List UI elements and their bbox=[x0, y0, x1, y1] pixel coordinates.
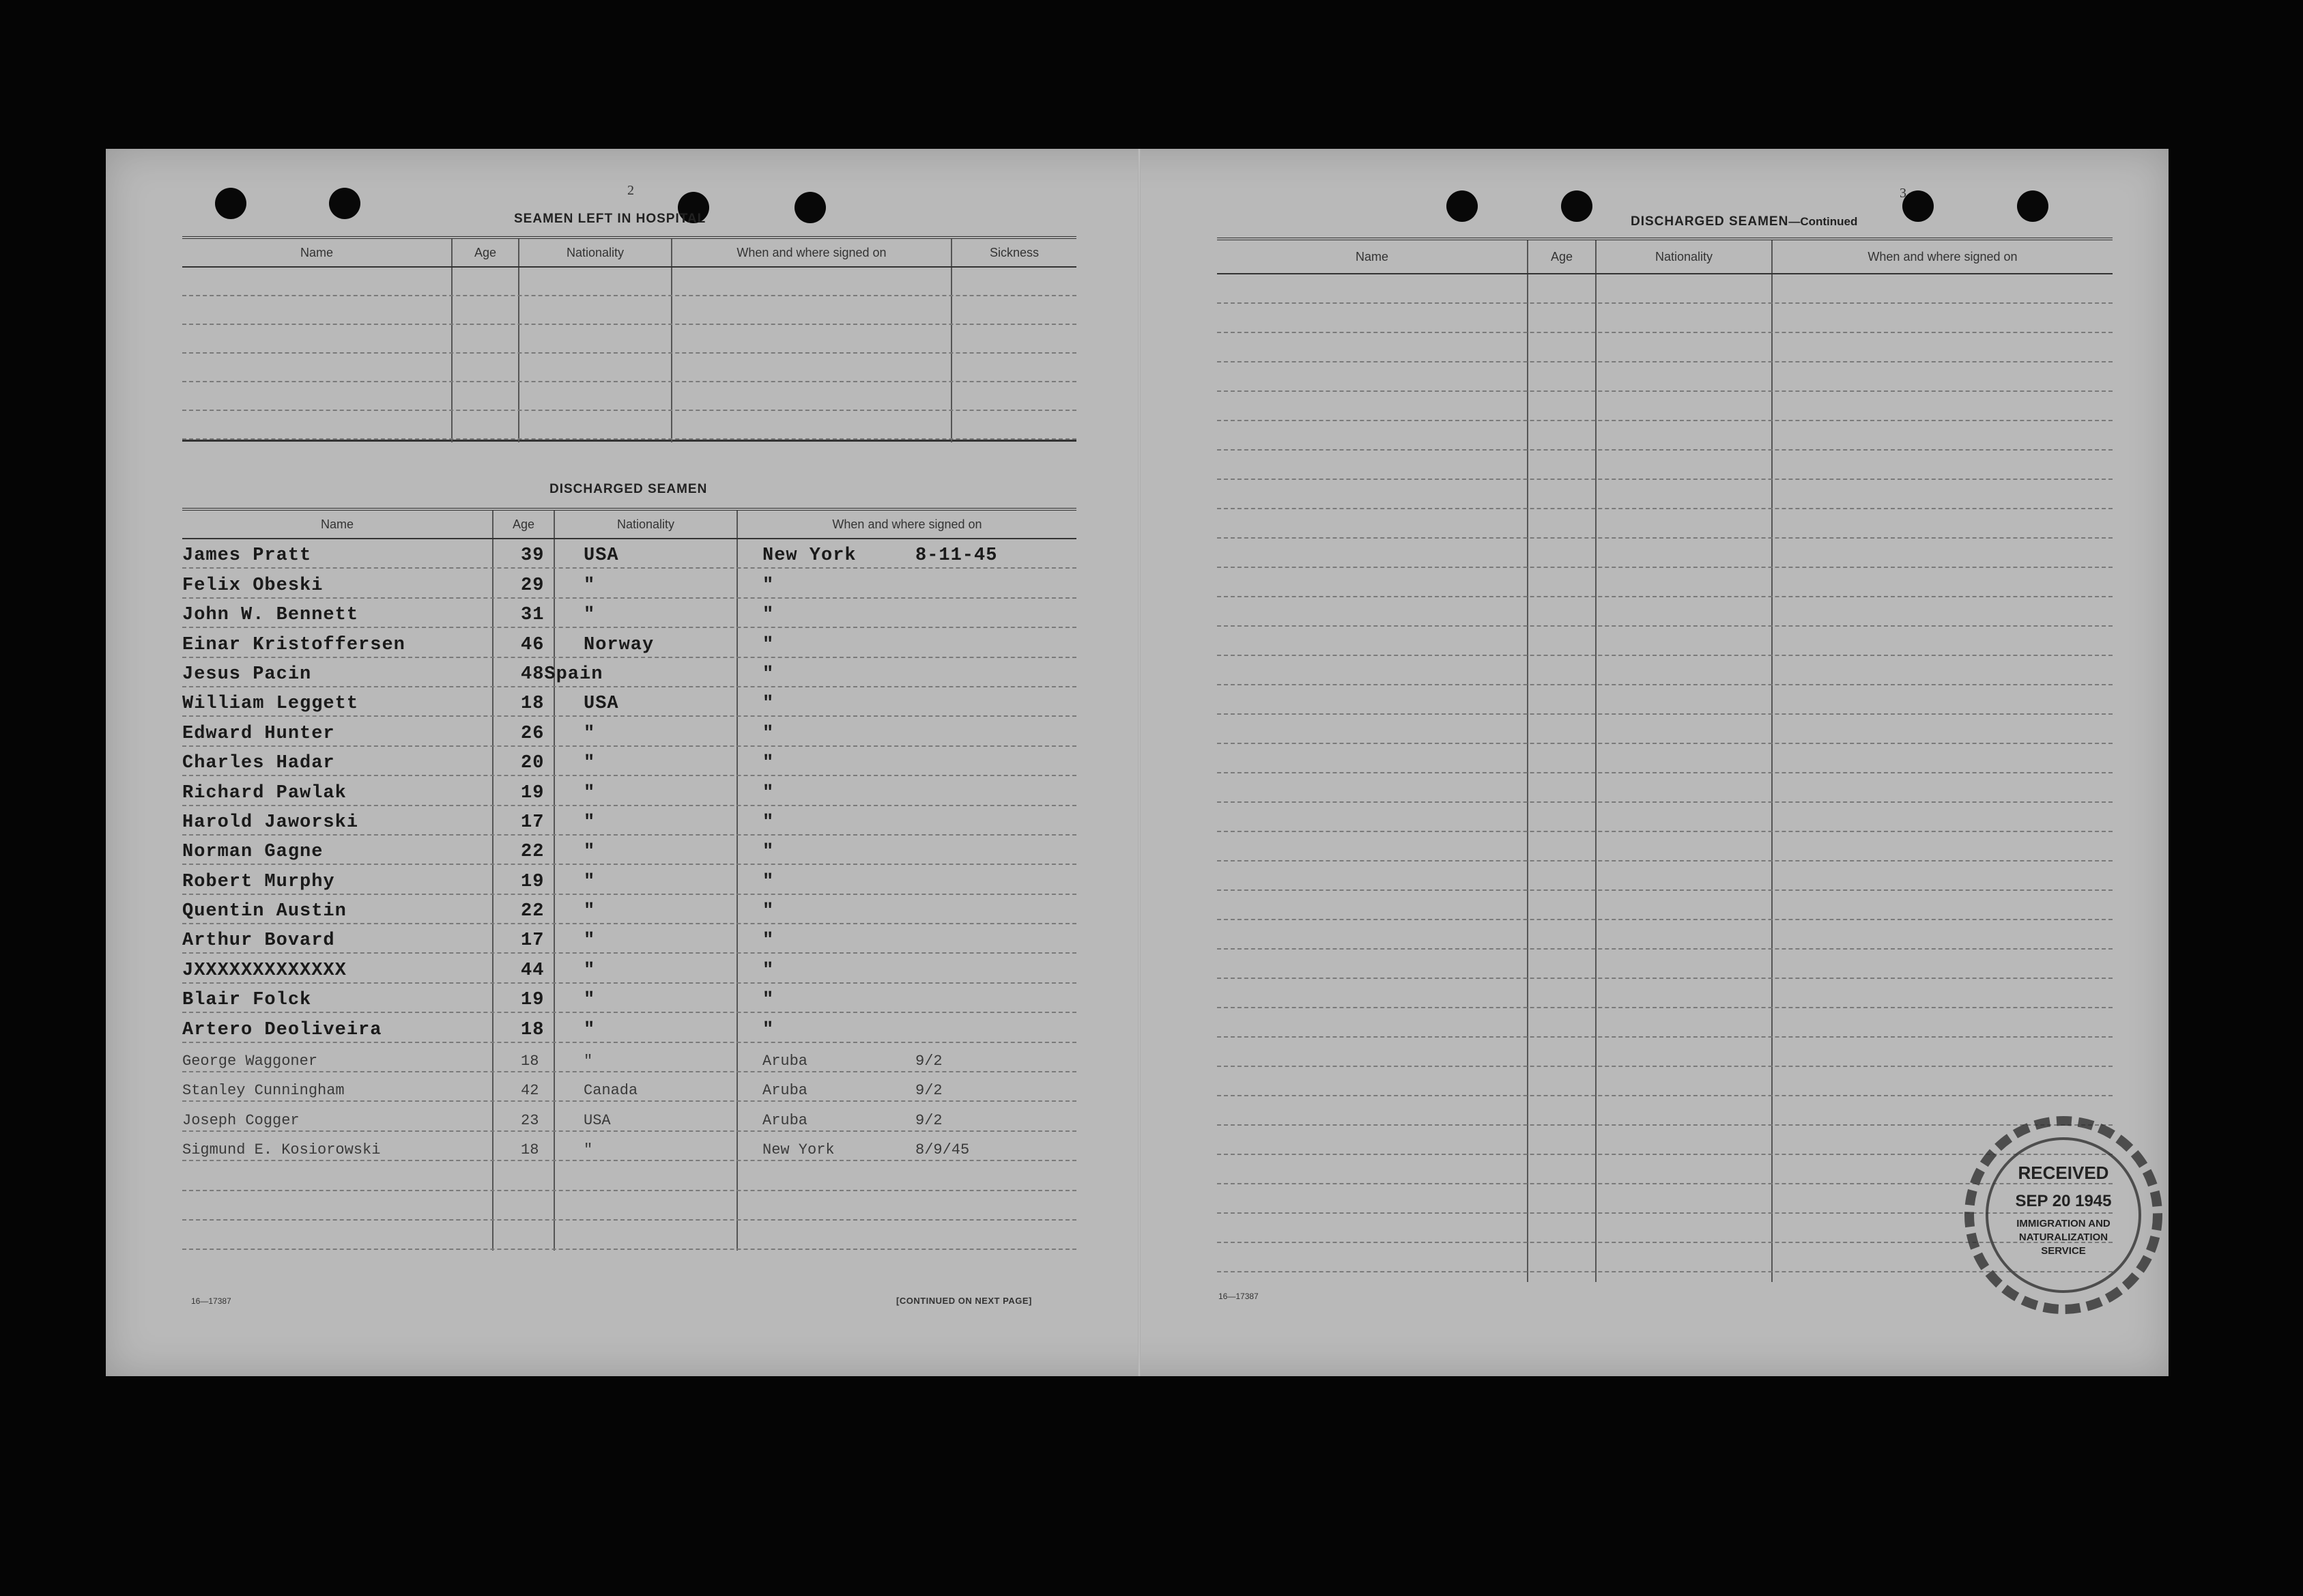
table-row bbox=[182, 1102, 1076, 1131]
table-row bbox=[182, 1013, 1076, 1042]
seaman-name: Sigmund E. Kosiorowski bbox=[182, 1141, 381, 1159]
hospital-rows bbox=[182, 268, 1076, 440]
discharged-section-title: DISCHARGED SEAMEN bbox=[549, 482, 708, 496]
continued-blank-row bbox=[1217, 333, 2113, 362]
discharged-table-header bbox=[182, 511, 1076, 539]
seaman-nationality: " bbox=[584, 753, 596, 774]
signed-on-place: " bbox=[762, 1019, 775, 1040]
seaman-name: JXXXXXXXXXXXXX bbox=[182, 960, 347, 981]
seaman-name: Charles Hadar bbox=[182, 753, 335, 774]
table-row bbox=[182, 599, 1076, 628]
continued-blank-row bbox=[1217, 715, 2113, 744]
signed-on-date: 8-11-45 bbox=[915, 545, 998, 567]
seaman-nationality bbox=[555, 1188, 738, 1190]
seaman-nationality: USA bbox=[584, 545, 619, 567]
seaman-name: Norman Gagne bbox=[182, 842, 324, 863]
table-row bbox=[182, 747, 1076, 776]
signed-on-place: " bbox=[762, 990, 775, 1011]
table-row bbox=[182, 954, 1076, 983]
continued-blank-row bbox=[1217, 891, 2113, 920]
continued-blank-row bbox=[1217, 1067, 2113, 1096]
col-header-name: Name bbox=[1217, 240, 1528, 273]
stamp-agency-line2: NATURALIZATION bbox=[2018, 1231, 2108, 1243]
seaman-name: Einar Kristoffersen bbox=[182, 634, 405, 655]
continued-blank-row bbox=[1217, 1008, 2113, 1038]
signed-on-place: " bbox=[762, 930, 775, 952]
seaman-nationality: " bbox=[584, 605, 596, 626]
continued-blank-row bbox=[1217, 1038, 2113, 1067]
signed-on-date bbox=[909, 744, 1076, 745]
signed-on-date bbox=[909, 862, 1076, 864]
hospital-section-title: SEAMEN LEFT IN HOSPITAL bbox=[514, 212, 706, 226]
continued-blank-row bbox=[1217, 920, 2113, 950]
col-header-name: Name bbox=[182, 239, 453, 266]
signed-on-date bbox=[909, 625, 1076, 627]
table-row bbox=[182, 1161, 1076, 1191]
seaman-age: 39 bbox=[521, 545, 545, 567]
seaman-age: 31 bbox=[521, 605, 545, 626]
signed-on-place: " bbox=[762, 634, 775, 655]
received-stamp bbox=[1964, 1116, 2162, 1314]
signed-on-date bbox=[909, 1010, 1076, 1012]
col-header-nationality: Nationality bbox=[555, 511, 738, 538]
seaman-age: 18 bbox=[521, 1141, 539, 1159]
table-row bbox=[182, 628, 1076, 657]
signed-on-place bbox=[738, 1188, 909, 1190]
seaman-name: Felix Obeski bbox=[182, 575, 324, 596]
col-header-signed-on: When and where signed on bbox=[672, 239, 952, 266]
seaman-name: William Leggett bbox=[182, 694, 359, 715]
signed-on-place bbox=[738, 1218, 909, 1219]
seaman-age bbox=[494, 1218, 555, 1219]
table-row bbox=[182, 895, 1076, 924]
seaman-age: 23 bbox=[521, 1111, 539, 1129]
signed-on-place: Aruba bbox=[762, 1082, 808, 1100]
table-row bbox=[182, 1132, 1076, 1161]
seaman-name: Quentin Austin bbox=[182, 901, 347, 922]
continued-blank-row bbox=[1217, 597, 2113, 627]
seaman-name: Artero Deoliveira bbox=[182, 1019, 382, 1040]
form-number: 16—17387 bbox=[1218, 1292, 1259, 1301]
signed-on-date: 9/2 bbox=[915, 1053, 943, 1070]
seaman-nationality: " bbox=[584, 1053, 593, 1070]
form-number: 16—17387 bbox=[191, 1296, 231, 1306]
table-row bbox=[182, 1072, 1076, 1102]
table-row bbox=[182, 924, 1076, 954]
signed-on-place: " bbox=[762, 605, 775, 626]
seaman-nationality: " bbox=[584, 782, 596, 803]
seaman-age: 20 bbox=[521, 753, 545, 774]
signed-on-place: New York bbox=[762, 545, 857, 567]
continued-blank-row bbox=[1217, 627, 2113, 656]
col-header-age: Age bbox=[494, 511, 555, 538]
seaman-nationality: USA bbox=[584, 1111, 611, 1129]
seaman-name: Jesus Pacin bbox=[182, 664, 312, 685]
seaman-age: 29 bbox=[521, 575, 545, 596]
table-row bbox=[182, 658, 1076, 687]
seaman-age bbox=[494, 1188, 555, 1190]
table-row bbox=[182, 806, 1076, 836]
seaman-age: 17 bbox=[521, 930, 545, 952]
signed-on-date bbox=[909, 833, 1076, 834]
seaman-name: James Pratt bbox=[182, 545, 312, 567]
table-row bbox=[182, 717, 1076, 746]
seaman-name bbox=[182, 1218, 494, 1219]
signed-on-date: 9/2 bbox=[915, 1082, 943, 1100]
signed-on-place: " bbox=[762, 694, 775, 715]
signed-on-place: Aruba bbox=[762, 1053, 808, 1070]
seaman-name: John W. Bennett bbox=[182, 605, 359, 626]
col-header-signed-on: When and where signed on bbox=[832, 517, 982, 531]
document-sheet bbox=[106, 149, 2169, 1376]
seaman-nationality bbox=[555, 1218, 738, 1219]
continued-blank-row bbox=[1217, 656, 2113, 685]
seaman-age: 48Spain bbox=[521, 664, 603, 685]
right-page bbox=[1141, 149, 2169, 1376]
continued-blank-row bbox=[1217, 421, 2113, 451]
seaman-name: Robert Murphy bbox=[182, 871, 335, 892]
table-row bbox=[182, 539, 1076, 569]
continued-blank-row bbox=[1217, 539, 2113, 568]
seaman-nationality: Norway bbox=[584, 634, 655, 655]
signed-on-place: Aruba bbox=[762, 1111, 808, 1129]
col-header-nationality: Nationality bbox=[1597, 240, 1773, 273]
seaman-nationality: " bbox=[584, 1019, 596, 1040]
seaman-nationality: " bbox=[584, 960, 596, 981]
seaman-nationality: " bbox=[584, 930, 596, 952]
signed-on-place: " bbox=[762, 782, 775, 803]
table-row bbox=[182, 984, 1076, 1013]
seaman-nationality: " bbox=[584, 990, 596, 1011]
signed-on-place: " bbox=[762, 812, 775, 833]
seaman-age: 42 bbox=[521, 1082, 539, 1100]
continued-blank-row bbox=[1217, 568, 2113, 597]
col-header-signed-on: When and where signed on bbox=[1868, 250, 2018, 263]
table-row bbox=[182, 687, 1076, 717]
seaman-nationality: " bbox=[584, 1141, 593, 1159]
hospital-table bbox=[182, 236, 1076, 442]
continued-note: [CONTINUED ON NEXT PAGE] bbox=[896, 1296, 1032, 1306]
signed-on-place: " bbox=[762, 575, 775, 596]
seaman-age: 18 bbox=[521, 1053, 539, 1070]
hospital-blank-row bbox=[182, 354, 1076, 382]
hospital-blank-row bbox=[182, 411, 1076, 440]
continued-blank-row bbox=[1217, 861, 2113, 891]
continued-blank-row bbox=[1217, 685, 2113, 715]
signed-on-date bbox=[909, 1247, 1076, 1249]
seaman-nationality: " bbox=[584, 575, 596, 596]
signed-on-date bbox=[909, 596, 1076, 597]
signed-on-place: New York bbox=[762, 1141, 835, 1159]
col-header-age: Age bbox=[453, 239, 519, 266]
seaman-nationality: Canada bbox=[584, 1082, 638, 1100]
continued-blank-row bbox=[1217, 451, 2113, 480]
title-text: DISCHARGED SEAMEN bbox=[1631, 214, 1789, 229]
stamp-agency-line1: IMMIGRATION AND bbox=[2016, 1218, 2111, 1229]
table-row bbox=[182, 569, 1076, 598]
stamp-agency-line3: SERVICE bbox=[2041, 1245, 2086, 1257]
page-number: 2 bbox=[627, 183, 634, 198]
seaman-age: 19 bbox=[521, 990, 545, 1011]
left-page bbox=[106, 149, 1138, 1376]
signed-on-date bbox=[909, 951, 1076, 952]
seaman-name: Joseph Cogger bbox=[182, 1111, 300, 1129]
continued-blank-row bbox=[1217, 362, 2113, 392]
continued-blank-row bbox=[1217, 832, 2113, 861]
seaman-nationality bbox=[555, 1247, 738, 1249]
seaman-nationality bbox=[555, 685, 738, 686]
seaman-age: 44 bbox=[521, 960, 545, 981]
continued-blank-row bbox=[1217, 480, 2113, 509]
signed-on-date bbox=[909, 714, 1076, 715]
hospital-blank-row bbox=[182, 296, 1076, 325]
seaman-age: 22 bbox=[521, 842, 545, 863]
seaman-name: George Waggoner bbox=[182, 1053, 318, 1070]
continued-blank-row bbox=[1217, 509, 2113, 539]
col-header-age: Age bbox=[1528, 240, 1597, 273]
seaman-name bbox=[182, 1247, 494, 1249]
seaman-name: Harold Jaworski bbox=[182, 812, 359, 833]
seaman-name: Stanley Cunningham bbox=[182, 1082, 345, 1100]
table-row bbox=[182, 1043, 1076, 1072]
seaman-nationality: " bbox=[584, 901, 596, 922]
table-row bbox=[182, 1191, 1076, 1221]
seaman-name: Edward Hunter bbox=[182, 723, 335, 744]
title-suffix: —Continued bbox=[1788, 215, 1858, 228]
signed-on-place: " bbox=[762, 901, 775, 922]
col-header-nationality: Nationality bbox=[519, 239, 672, 266]
continued-blank-row bbox=[1217, 979, 2113, 1008]
signed-on-date bbox=[909, 1218, 1076, 1219]
seaman-name bbox=[182, 1188, 494, 1190]
table-row bbox=[182, 836, 1076, 865]
page-number: 3 bbox=[1900, 186, 1906, 201]
seaman-age bbox=[494, 1247, 555, 1249]
continued-blank-row bbox=[1217, 392, 2113, 421]
seaman-name: Richard Pawlak bbox=[182, 782, 347, 803]
seaman-nationality: " bbox=[584, 812, 596, 833]
seaman-nationality: " bbox=[584, 842, 596, 863]
stamp-date: SEP 20 1945 bbox=[2015, 1192, 2112, 1210]
hospital-table-bottom-rule bbox=[182, 440, 1076, 442]
signed-on-date bbox=[909, 803, 1076, 805]
seaman-nationality: " bbox=[584, 871, 596, 892]
continued-blank-row bbox=[1217, 274, 2113, 304]
signed-on-place: " bbox=[762, 960, 775, 981]
hospital-table-header bbox=[182, 239, 1076, 268]
stamp-top-text: RECEIVED bbox=[2018, 1163, 2109, 1183]
seaman-age: 18 bbox=[521, 694, 545, 715]
signed-on-date bbox=[909, 655, 1076, 657]
signed-on-place: " bbox=[762, 871, 775, 892]
discharged-rows bbox=[182, 539, 1076, 1250]
table-row bbox=[182, 865, 1076, 894]
discharged-table bbox=[182, 508, 1076, 1250]
discharged-continued-title bbox=[1631, 214, 1857, 229]
signed-on-place: " bbox=[762, 723, 775, 744]
col-header-name: Name bbox=[182, 511, 494, 538]
seaman-nationality: " bbox=[584, 723, 596, 744]
signed-on-place bbox=[738, 1247, 909, 1249]
continued-blank-row bbox=[1217, 744, 2113, 773]
continued-blank-row bbox=[1217, 304, 2113, 333]
signed-on-place: " bbox=[762, 753, 775, 774]
continued-blank-row bbox=[1217, 950, 2113, 979]
table-row bbox=[182, 1221, 1076, 1250]
seaman-age: 26 bbox=[521, 723, 545, 744]
seaman-nationality: USA bbox=[584, 694, 619, 715]
signed-on-place: " bbox=[762, 664, 775, 685]
hospital-blank-row bbox=[182, 382, 1076, 411]
continued-blank-row bbox=[1217, 773, 2113, 803]
continued-blank-row bbox=[1217, 803, 2113, 832]
seaman-age: 18 bbox=[521, 1019, 545, 1040]
hospital-blank-row bbox=[182, 325, 1076, 354]
signed-on-date: 9/2 bbox=[915, 1111, 943, 1129]
signed-on-place: " bbox=[762, 842, 775, 863]
signed-on-date bbox=[909, 922, 1076, 923]
seaman-name: Arthur Bovard bbox=[182, 930, 335, 952]
signed-on-date bbox=[909, 685, 1076, 686]
seaman-age: 22 bbox=[521, 901, 545, 922]
signed-on-date bbox=[909, 1188, 1076, 1190]
seaman-age: 17 bbox=[521, 812, 545, 833]
hospital-blank-row bbox=[182, 268, 1076, 296]
seaman-age: 19 bbox=[521, 871, 545, 892]
signed-on-date: 8/9/45 bbox=[915, 1141, 970, 1159]
signed-on-date bbox=[909, 892, 1076, 894]
signed-on-date bbox=[909, 1040, 1076, 1042]
table-row bbox=[182, 776, 1076, 806]
seaman-age: 19 bbox=[521, 782, 545, 803]
signed-on-date bbox=[909, 981, 1076, 982]
seaman-age: 46 bbox=[521, 634, 545, 655]
continued-table-header bbox=[1217, 240, 2113, 274]
col-header-sickness: Sickness bbox=[989, 246, 1040, 259]
signed-on-date bbox=[909, 773, 1076, 775]
seaman-name: Blair Folck bbox=[182, 990, 312, 1011]
